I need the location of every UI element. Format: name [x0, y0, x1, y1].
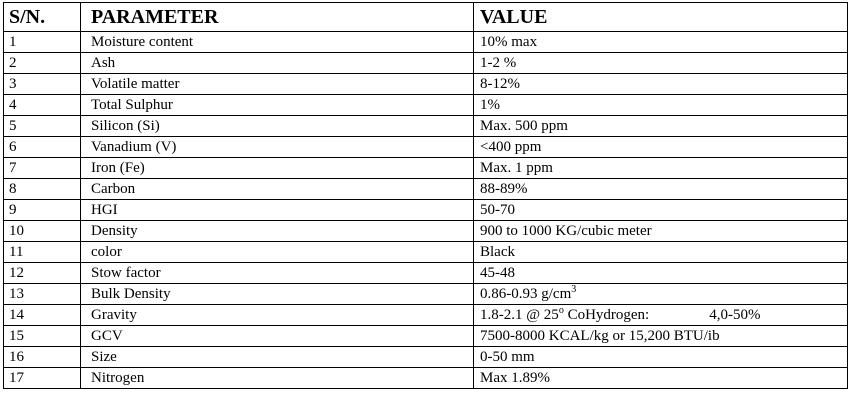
table-row	[4, 158, 848, 179]
table-row	[4, 347, 848, 368]
superscript-text: o	[558, 304, 564, 316]
parameter-cell: Carbon	[81, 179, 474, 200]
table-row	[4, 200, 848, 221]
table-row	[4, 368, 848, 389]
superscript-text: 3	[571, 283, 577, 295]
value-text: 0.86-0.93 g/cm	[480, 285, 572, 302]
value-cell	[474, 284, 848, 305]
parameter-cell: Nitrogen	[81, 368, 474, 389]
table-row	[4, 179, 848, 200]
table-row	[4, 95, 848, 116]
value-cell: Max 1.89%	[474, 368, 848, 389]
sn-cell: 17	[4, 368, 81, 389]
value-cell: 7500-8000 KCAL/kg or 15,200 BTU/ib	[474, 326, 848, 347]
value-cell: 10% max	[474, 32, 848, 53]
parameter-table	[3, 2, 848, 389]
table-row	[4, 53, 848, 74]
sn-cell: 15	[4, 326, 81, 347]
value-cell: 1-2 %	[474, 53, 848, 74]
table-row	[4, 116, 848, 137]
value-cell: 900 to 1000 KG/cubic meter	[474, 221, 848, 242]
parameter-cell: Iron (Fe)	[81, 158, 474, 179]
header-parameter: PARAMETER	[81, 3, 474, 32]
table-row	[4, 305, 848, 326]
header-value: VALUE	[474, 3, 848, 32]
sn-cell: 14	[4, 305, 81, 326]
sn-cell: 11	[4, 242, 81, 263]
value-text-after: CoHydrogen:	[563, 306, 650, 323]
sn-cell: 4	[4, 95, 81, 116]
table-row	[4, 221, 848, 242]
value-cell: Max. 1 ppm	[474, 158, 848, 179]
value-cell: 45-48	[474, 263, 848, 284]
value-cell: 50-70	[474, 200, 848, 221]
header-sn: S/N.	[4, 3, 81, 32]
parameter-cell: Moisture content	[81, 32, 474, 53]
value-cell: Black	[474, 242, 848, 263]
sn-cell: 2	[4, 53, 81, 74]
parameter-cell: Silicon (Si)	[81, 116, 474, 137]
sn-cell: 3	[4, 74, 81, 95]
value-text-extra: 4,0-50%	[709, 306, 761, 323]
sn-cell: 5	[4, 116, 81, 137]
parameter-cell: Stow factor	[81, 263, 474, 284]
parameter-cell: Volatile matter	[81, 74, 474, 95]
parameter-cell: Density	[81, 221, 474, 242]
parameter-cell: HGI	[81, 200, 474, 221]
sn-cell: 10	[4, 221, 81, 242]
parameter-cell: Gravity	[81, 305, 474, 326]
table-row	[4, 263, 848, 284]
value-text: 1.8-2.1 @ 25	[480, 306, 559, 323]
parameter-cell: color	[81, 242, 474, 263]
table-row	[4, 74, 848, 95]
sn-cell: 12	[4, 263, 81, 284]
parameter-cell: Ash	[81, 53, 474, 74]
value-cell: Max. 500 ppm	[474, 116, 848, 137]
sn-cell: 9	[4, 200, 81, 221]
parameter-cell: Bulk Density	[81, 284, 474, 305]
sn-cell: 16	[4, 347, 81, 368]
parameter-cell: Total Sulphur	[81, 95, 474, 116]
table-row	[4, 137, 848, 158]
table-row	[4, 326, 848, 347]
value-cell: 88-89%	[474, 179, 848, 200]
table-row	[4, 32, 848, 53]
value-cell	[474, 305, 848, 326]
parameter-cell: Vanadium (V)	[81, 137, 474, 158]
value-cell: 1%	[474, 95, 848, 116]
value-cell: <400 ppm	[474, 137, 848, 158]
sn-cell: 13	[4, 284, 81, 305]
table-row	[4, 284, 848, 305]
sn-cell: 8	[4, 179, 81, 200]
parameter-cell: Size	[81, 347, 474, 368]
sn-cell: 6	[4, 137, 81, 158]
sn-cell: 1	[4, 32, 81, 53]
table-row	[4, 242, 848, 263]
value-cell: 0-50 mm	[474, 347, 848, 368]
value-cell: 8-12%	[474, 74, 848, 95]
parameter-cell: GCV	[81, 326, 474, 347]
sn-cell: 7	[4, 158, 81, 179]
table-header-row	[4, 3, 848, 32]
